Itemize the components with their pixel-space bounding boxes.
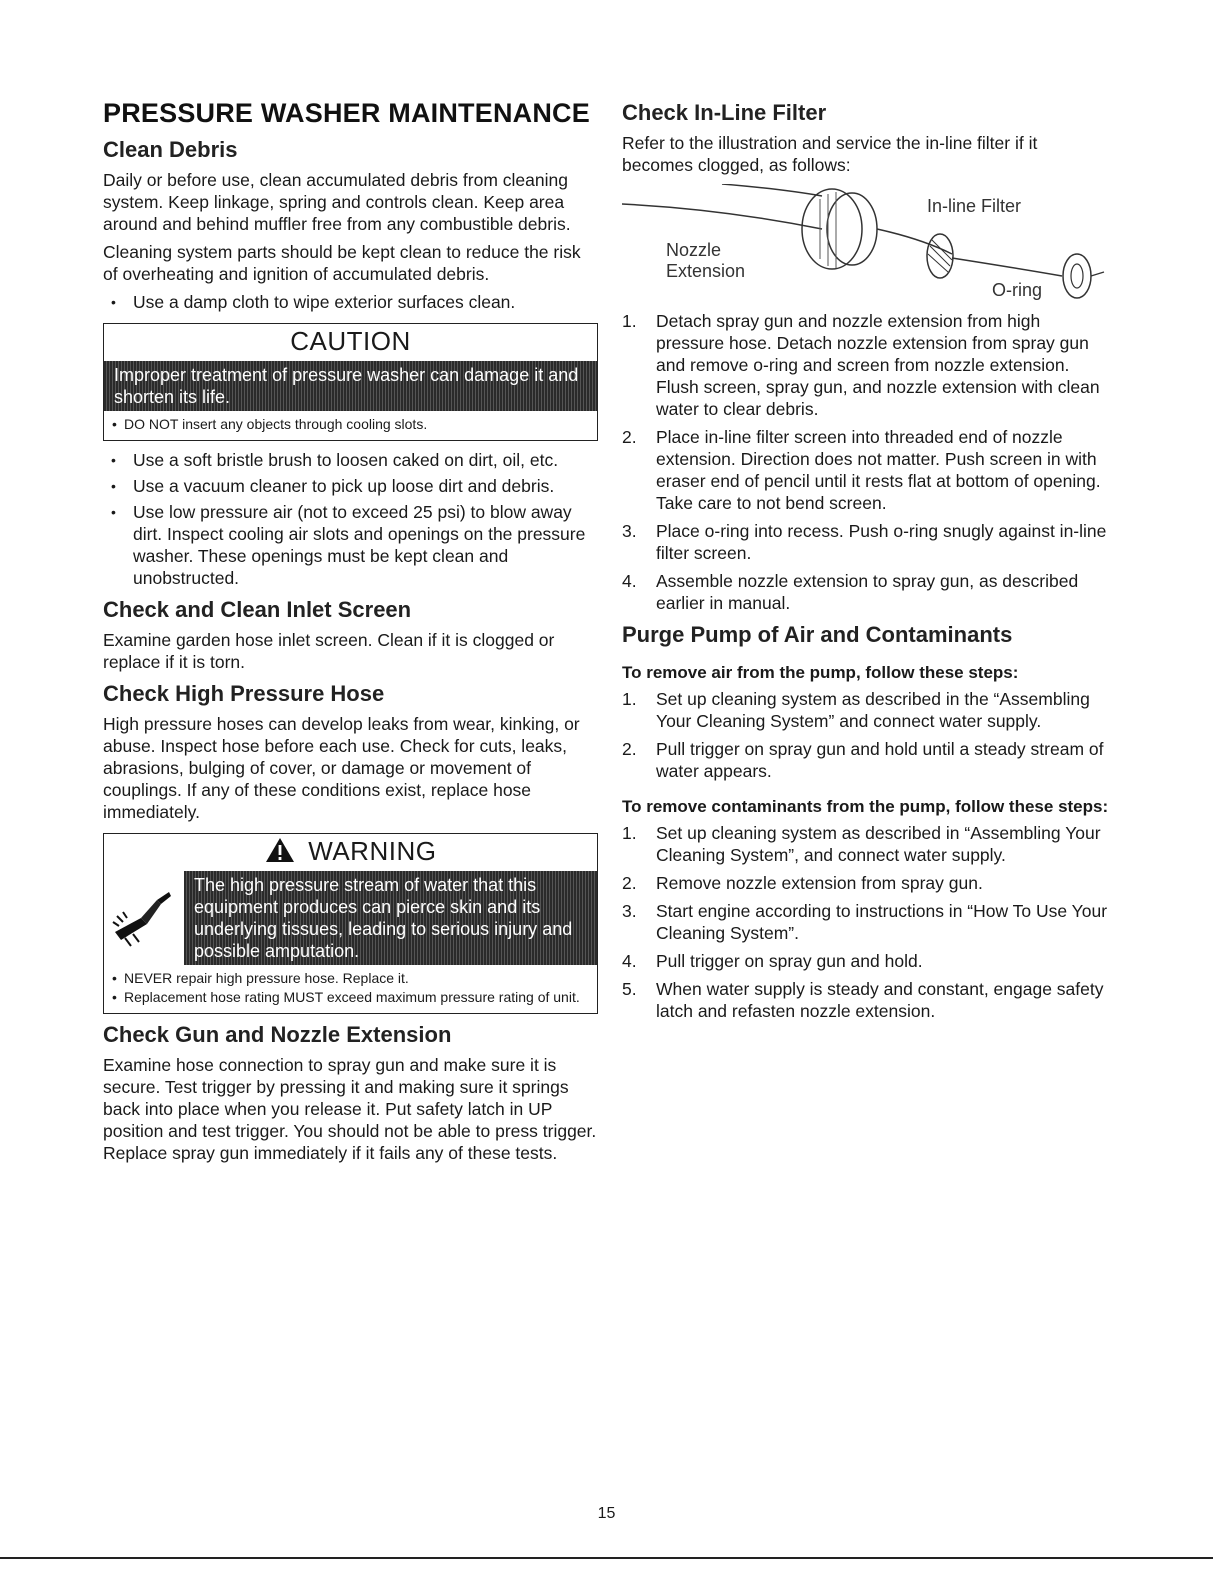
list-item: 1. Detach spray gun and nozzle extension from high pressure hose. Detach nozzle extension from spray gun and remove o-ring and screen from nozzle extension. Flush screen, spray gun, and nozzle extension with clean water to clear debris. — [622, 311, 1100, 419]
caution-items — [104, 411, 597, 440]
list-item: 3. Place o-ring into recess. Push o-ring snugly against in-line filter screen. — [622, 521, 1107, 563]
warning-title: WARNING — [308, 836, 437, 866]
warning-message-row — [104, 871, 597, 965]
nozzle-label: Nozzle — [666, 240, 722, 260]
clean-debris-paragraph-1: Daily or before use, clean accumulated debris from cleaning system. Keep linkage, spring and controls clean. Keep area around and behind muffler free from any combustible debris. — [103, 170, 571, 234]
list-item: • Use a vacuum cleaner to pick up loose dirt and debris. — [103, 475, 598, 497]
page-number: 15 — [597, 1505, 616, 1522]
list-item: 1. Set up cleaning system as described in “Assembling Your Cleaning System”, and connect water supply. — [622, 823, 1101, 865]
extension-label: Extension — [666, 261, 746, 281]
list-item: • DO NOT insert any objects through cooling slots. — [112, 415, 589, 434]
inline-filter-heading: Check In-Line Filter — [622, 100, 827, 125]
clean-debris-heading: Clean Debris — [103, 137, 238, 162]
list-item: • NEVER repair high pressure hose. Replace it. — [112, 969, 589, 988]
list-item: 1. Set up cleaning system as described in the “Assembling Your Cleaning System” and connect water supply. — [622, 689, 1090, 731]
caution-box — [103, 323, 598, 441]
clean-debris-bullets — [103, 291, 598, 313]
inlet-screen-heading: Check and Clean Inlet Screen — [103, 597, 412, 622]
gun-nozzle-heading: Check Gun and Nozzle Extension — [103, 1022, 452, 1047]
injection-hazard-icon — [104, 871, 184, 965]
inline-filter-steps — [622, 310, 1112, 614]
high-pressure-hose-paragraph: High pressure hoses can develop leaks from wear, kinking, or abuse. Inspect hose before each use. Check for cuts, leaks, abrasions, bulging of cover, or damage or movement of couplings. If any of these conditions exist, replace hose immediately. — [103, 714, 580, 822]
warning-title-row — [104, 834, 597, 871]
warning-items — [104, 965, 597, 1013]
list-item: 2. Pull trigger on spray gun and hold until a steady stream of water appears. — [622, 739, 1104, 781]
list-item: 4. Assemble nozzle extension to spray gun, as described earlier in manual. — [622, 571, 1079, 613]
list-item: 5. When water supply is steady and constant, engage safety latch and refasten nozzle extension. — [622, 979, 1104, 1021]
inline-filter-label: In-line Filter — [927, 196, 1022, 216]
caution-title: CAUTION — [290, 326, 411, 356]
cleaning-bullets — [103, 449, 598, 589]
list-item: • Replacement hose rating MUST exceed maximum pressure rating of unit. — [112, 988, 589, 1007]
page-title: PRESSURE WASHER MAINTENANCE — [103, 98, 590, 128]
purge-contaminants-lead: To remove contaminants from the pump, follow these steps: — [622, 797, 1109, 816]
purge-contaminants-steps — [622, 822, 1112, 1022]
inline-filter-paragraph: Refer to the illustration and service the in-line filter if it becomes clogged, as follows: — [622, 133, 1038, 175]
gun-nozzle-paragraph: Examine hose connection to spray gun and make sure it is secure. Test trigger by pressing it and making sure it springs back into place when you release it. Put safety latch in UP position and test trigger. You should not be able to press trigger. Replace spray gun immediately if it fails any of these tests. — [103, 1055, 597, 1163]
bottom-divider — [0, 1557, 1213, 1559]
left-column — [103, 98, 598, 1170]
high-pressure-hose-heading: Check High Pressure Hose — [103, 681, 385, 706]
warning-triangle-icon — [265, 836, 309, 866]
list-item: 3. Start engine according to instructions in “How To Use Your Cleaning System”. — [622, 901, 1108, 943]
list-item: 2. Place in-line filter screen into threaded end of nozzle extension. Direction does not matter. Push screen in with eraser end of pencil until it rests flat at bottom of opening. Take care to not bend screen. — [622, 427, 1101, 513]
list-item: • Use a soft bristle brush to loosen caked on dirt, oil, etc. — [103, 449, 598, 471]
inlet-screen-paragraph: Examine garden hose inlet screen. Clean if it is clogged or replace if it is torn. — [103, 630, 555, 672]
purge-air-lead: To remove air from the pump, follow these steps: — [622, 663, 1019, 682]
purge-pump-heading: Purge Pump of Air and Contaminants — [622, 622, 1013, 647]
clean-debris-paragraph-2: Cleaning system parts should be kept clean to reduce the risk of overheating and ignition of accumulated debris. — [103, 242, 581, 284]
right-column — [622, 98, 1112, 1028]
purge-air-steps — [622, 688, 1112, 782]
list-item: 2. Remove nozzle extension from spray gun. — [622, 873, 983, 893]
list-item: 4. Pull trigger on spray gun and hold. — [622, 951, 923, 971]
list-item: • Use a damp cloth to wipe exterior surfaces clean. — [103, 291, 598, 313]
o-ring-label: O-ring — [992, 280, 1043, 300]
inline-filter-illustration — [622, 184, 1112, 304]
list-item: • Use low pressure air (not to exceed 25 psi) to blow away dirt. Inspect cooling air slots and openings on the pressure washer. These openings must be kept clean and unobstructed. — [103, 501, 598, 589]
warning-message: The high pressure stream of water that this equipment produces can pierce skin and its underlying tissues, leading to serious injury and possible amputation. — [184, 871, 597, 965]
caution-message: Improper treatment of pressure washer can damage it and shorten its life. — [104, 361, 597, 411]
warning-box — [103, 833, 598, 1014]
